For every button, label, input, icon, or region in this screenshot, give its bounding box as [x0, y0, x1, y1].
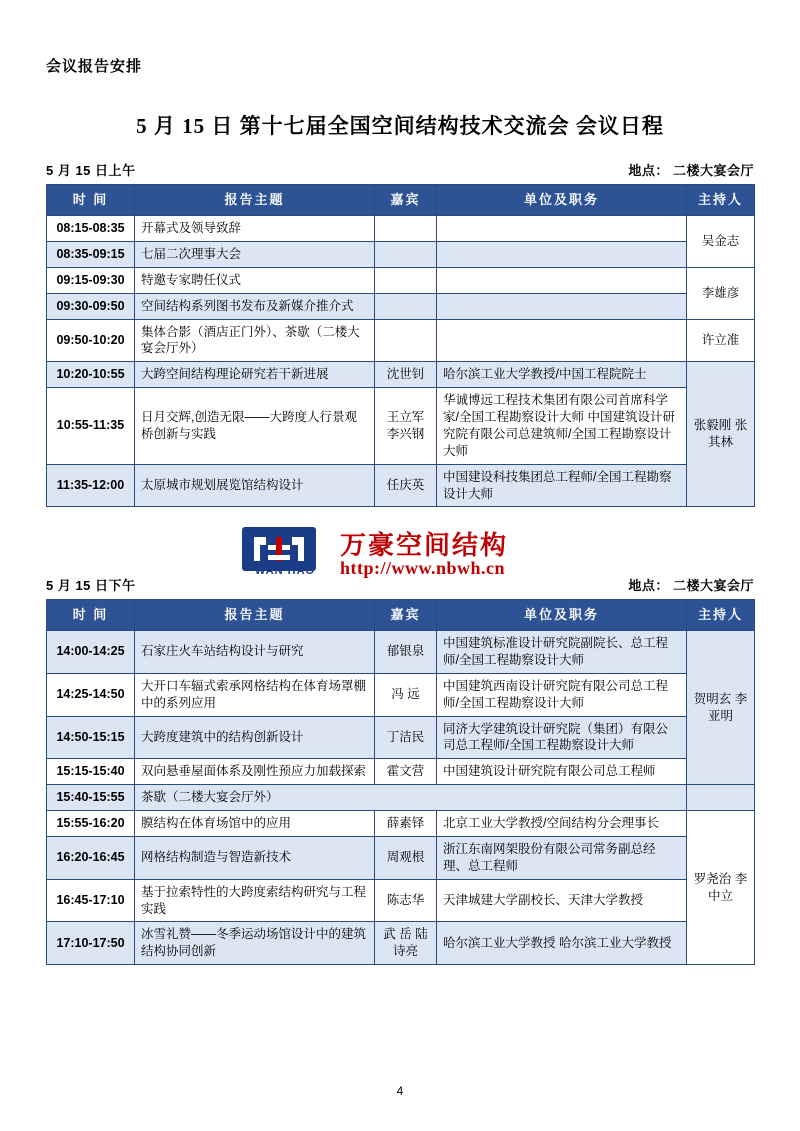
section-morning-venue: 地点： 二楼大宴会厅 [628, 163, 754, 178]
col-unit: 单位及职务 [437, 185, 687, 216]
cell-time: 15:15-15:40 [47, 759, 135, 785]
unit-line-2: 中国建筑设计研究院有限公司总建筑师/全国工程勘察设计大师 [443, 410, 675, 458]
cell-topic: 特邀专家聘任仪式 [135, 267, 375, 293]
cell-topic: 七届二次理事大会 [135, 241, 375, 267]
cell-guest: 周观根 [375, 836, 437, 879]
cell-unit [437, 922, 687, 965]
cell-topic: 日月交辉,创造无限——大跨度人行景观桥创新与实践 [135, 388, 375, 465]
col-guest: 嘉宾 [375, 600, 437, 631]
cell-host: 李雄彦 [687, 267, 755, 319]
cell-topic: 石家庄火车站结构设计与研究 [135, 631, 375, 674]
section-afternoon [46, 575, 754, 965]
table-row [47, 836, 755, 879]
cell-host [687, 362, 755, 507]
table-row [47, 362, 755, 388]
cell-guest [375, 216, 437, 242]
cell-guest [375, 922, 437, 965]
unit-line-1: 华诚博远工程技术集团有限公司首席科学家/全国工程勘察设计大师 [443, 393, 669, 424]
guest-name-1: 王立军 [386, 410, 425, 424]
table-row [47, 759, 755, 785]
cell-topic: 空间结构系列图书发布及新媒介推介式 [135, 293, 375, 319]
cell-time: 08:35-09:15 [47, 241, 135, 267]
logo-url: http://www.nbwh.cn [340, 558, 506, 578]
cell-time: 16:20-16:45 [47, 836, 135, 879]
cell-topic: 网格结构制造与智造新技术 [135, 836, 375, 879]
host-name-2: 张其林 [707, 418, 748, 450]
table-row [47, 785, 755, 811]
table-row [47, 673, 755, 716]
guest-name-2: 陆诗亮 [392, 927, 428, 959]
cell-topic: 大开口车辐式索承网格结构在体育场罩棚中的系列应用 [135, 673, 375, 716]
cell-unit [437, 241, 687, 267]
table-header-row [47, 185, 755, 216]
cell-topic: 双向悬垂屋面体系及刚性预应力加载探索 [135, 759, 375, 785]
cell-host [687, 785, 755, 811]
cell-guest [375, 388, 437, 465]
section-morning [46, 160, 754, 507]
cell-host [687, 811, 755, 965]
cell-time: 15:55-16:20 [47, 811, 135, 837]
table-row [47, 388, 755, 465]
cell-time: 15:40-15:55 [47, 785, 135, 811]
col-time: 时 间 [47, 185, 135, 216]
col-unit: 单位及职务 [437, 600, 687, 631]
cell-unit [437, 216, 687, 242]
cell-host: 许立准 [687, 319, 755, 362]
logo-brand-cn: 万豪空间结构 [340, 531, 509, 560]
cell-time: 10:20-10:55 [47, 362, 135, 388]
cell-time: 17:10-17:50 [47, 922, 135, 965]
guest-name-1: 武 岳 [383, 927, 412, 942]
cell-unit: 中国建筑标准设计研究院副院长、总工程师/全国工程勘察设计大师 [437, 631, 687, 674]
cell-guest [375, 319, 437, 362]
col-host: 主持人 [687, 600, 755, 631]
cell-unit [437, 388, 687, 465]
table-row [47, 716, 755, 759]
table-row [47, 464, 755, 507]
section-morning-head [46, 160, 754, 184]
col-time: 时 间 [47, 600, 135, 631]
cell-topic: 集体合影（酒店正门外）、茶歇（二楼大宴会厅外） [135, 319, 375, 362]
cell-guest [375, 293, 437, 319]
host-name-2: 李中立 [707, 871, 748, 903]
cell-time: 16:45-17:10 [47, 879, 135, 922]
cell-time: 14:00-14:25 [47, 631, 135, 674]
cell-guest [375, 267, 437, 293]
cell-unit [437, 293, 687, 319]
cell-host [687, 631, 755, 785]
cell-time: 14:50-15:15 [47, 716, 135, 759]
cell-time: 09:30-09:50 [47, 293, 135, 319]
cell-guest: 陈志华 [375, 879, 437, 922]
cell-unit: 北京工业大学教授/空间结构分会理事长 [437, 811, 687, 837]
table-row [47, 216, 755, 242]
table-row [47, 879, 755, 922]
cell-time: 08:15-08:35 [47, 216, 135, 242]
host-name-1: 张毅刚 [693, 418, 732, 433]
col-guest: 嘉宾 [375, 185, 437, 216]
cell-unit [437, 267, 687, 293]
page-title: 5 月 15 日 第十七届全国空间结构技术交流会 会议日程 [136, 114, 664, 138]
cell-guest: 任庆英 [375, 464, 437, 507]
table-row [47, 319, 755, 362]
col-topic: 报告主题 [135, 185, 375, 216]
cell-topic: 茶歇（二楼大宴会厅外） [135, 785, 687, 811]
cell-guest: 沈世钊 [375, 362, 437, 388]
cell-topic: 膜结构在体育场馆中的应用 [135, 811, 375, 837]
cell-topic: 冰雪礼赞——冬季运动场馆设计中的建筑结构协同创新 [135, 922, 375, 965]
cell-time: 14:25-14:50 [47, 673, 135, 716]
cell-unit: 同济大学建筑设计研究院（集团）有限公司总工程师/全国工程勘察设计大师 [437, 716, 687, 759]
table-row [47, 267, 755, 293]
col-host: 主持人 [687, 185, 755, 216]
cell-topic: 开幕式及领导致辞 [135, 216, 375, 242]
cell-host: 吴金志 [687, 216, 755, 268]
cell-unit: 中国建设科技集团总工程师/全国工程勘察设计大师 [437, 464, 687, 507]
cell-time: 10:55-11:35 [47, 388, 135, 465]
col-topic: 报告主题 [135, 600, 375, 631]
host-name-1: 罗尧治 [693, 871, 732, 886]
cell-unit [437, 319, 687, 362]
cell-topic: 太原城市规划展览馆结构设计 [135, 464, 375, 507]
section-afternoon-head [46, 575, 754, 599]
document-header-label: 会议报告安排 [46, 58, 143, 75]
host-name-1: 贺明玄 [693, 691, 732, 706]
cell-unit: 浙江东南网架股份有限公司常务副总经理、总工程师 [437, 836, 687, 879]
agenda-table-afternoon [46, 599, 755, 965]
cell-topic: 大跨度建筑中的结构创新设计 [135, 716, 375, 759]
table-row [47, 241, 755, 267]
section-afternoon-venue: 地点： 二楼大宴会厅 [628, 578, 754, 593]
table-row [47, 922, 755, 965]
cell-guest: 霍文营 [375, 759, 437, 785]
section-morning-period: 5 月 15 日上午 [46, 163, 136, 178]
cell-time: 11:35-12:00 [47, 464, 135, 507]
cell-topic: 大跨空间结构理论研究若干新进展 [135, 362, 375, 388]
page-number: 4 [396, 1084, 404, 1098]
cell-time: 09:50-10:20 [47, 319, 135, 362]
table-row [47, 293, 755, 319]
guest-name-2: 李兴钢 [386, 426, 425, 441]
cell-unit: 天津城建大学副校长、天津大学教授 [437, 879, 687, 922]
cell-unit: 哈尔滨工业大学教授/中国工程院院士 [437, 362, 687, 388]
cell-time: 09:15-09:30 [47, 267, 135, 293]
cell-unit: 中国建筑设计研究院有限公司总工程师 [437, 759, 687, 785]
logo-brand-en: WAN HAO [254, 565, 316, 577]
cell-guest: 丁洁民 [375, 716, 437, 759]
table-row [47, 811, 755, 837]
cell-guest [375, 241, 437, 267]
section-afternoon-period: 5 月 15 日下午 [46, 578, 136, 593]
unit-line-2: 哈尔滨工业大学教授 [559, 935, 672, 950]
table-row [47, 631, 755, 674]
unit-line-1: 哈尔滨工业大学教授 [443, 935, 556, 950]
cell-guest: 郁银泉 [375, 631, 437, 674]
host-name-2: 李亚明 [707, 691, 748, 723]
cell-unit: 中国建筑西南设计研究院有限公司总工程师/全国工程勘察设计大师 [437, 673, 687, 716]
cell-guest: 冯 远 [375, 673, 437, 716]
cell-guest: 薛素铎 [375, 811, 437, 837]
table-header-row [47, 600, 755, 631]
cell-topic: 基于拉索特性的大跨度索结构研究与工程实践 [135, 879, 375, 922]
agenda-table-morning [46, 184, 755, 507]
